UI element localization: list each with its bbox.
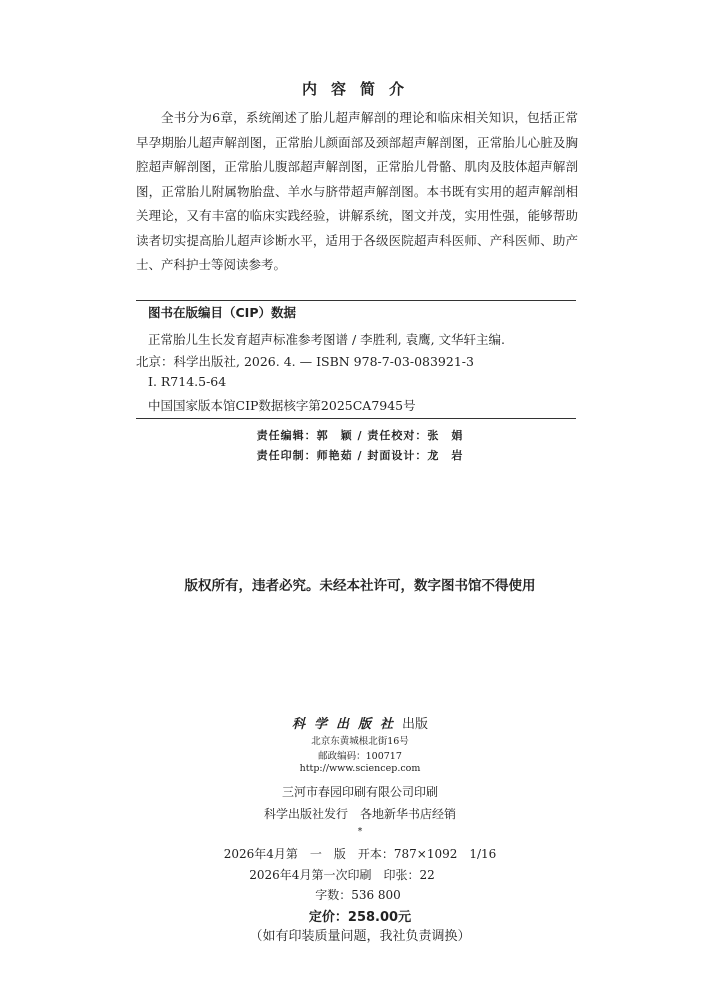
cip-line-1: 正常胎儿生长发育超声标准参考图谱 / 李胜利, 袁鹰, 文华轩主编. — [148, 332, 506, 347]
cip-line-2: 北京：科学出版社, 2026. 4. — ISBN 978-7-03-083921-3 — [136, 354, 474, 369]
cip-bottom-rule — [136, 418, 576, 419]
separator-star: * — [357, 826, 363, 837]
cip-line-4: 中国国家版本馆CIP数据核字第2025CA7945号 — [148, 398, 416, 413]
publisher-suffix: 出版 — [402, 717, 429, 732]
distribution-line: 科学出版社发行 各地新华书店经销 — [263, 807, 456, 821]
wordcount-line: 字数：536 800 — [315, 888, 401, 902]
printing-line: 2026年4月第一次印刷 印张：22 — [249, 868, 435, 882]
intro-title: 内容简介 — [301, 80, 418, 98]
quality-note: （如有印装质量问题，我社负责调换） — [249, 929, 471, 944]
staff-line-1: 责任编辑：郭 颖 / 责任校对：张 娟 — [256, 429, 464, 442]
printer-line: 三河市春园印刷有限公司印刷 — [281, 785, 438, 799]
publisher-address: 北京东黄城根北街16号 — [311, 736, 409, 747]
copyright-notice: 版权所有，违者必究。未经本社许可，数字图书馆不得使用 — [184, 578, 536, 594]
staff-line-2: 责任印制：师艳茹 / 封面设计：龙 岩 — [256, 449, 464, 462]
cip-line-3: Ⅰ. R714.5-64 — [148, 374, 227, 389]
publisher-postcode: 邮政编码：100717 — [318, 751, 402, 762]
intro-body — [136, 106, 578, 278]
cip-top-rule — [136, 300, 576, 301]
publisher-name: 科学出版社 — [291, 717, 402, 732]
publisher-imprint — [0, 713, 720, 732]
intro-paragraph: 全书分为6章，系统阐述了胎儿超声解剖的理论和临床相关知识，包括正常早孕期胎儿超声解剖图，正常胎儿颜面部及颈部超声解剖图，正常胎儿心脏及胸腔超声解剖图，正常胎儿腹部超声解剖图，正常胎儿骨骼、肌肉及肢体超声解剖图，正常胎儿附属物胎盘、羊水与脐带超声解剖图。本书既有实用的超声解剖相关理论，又有丰富的临床实践经验，讲解系统，图文并茂，实用性强，能够帮助读者切实提高胎儿超声诊断水平，适用于各级医院超声科医师、产科医师、助产士、产科护士等阅读参考。 — [136, 110, 578, 272]
edition-line: 2026年4月第 一 版 开本：787×1092 1/16 — [223, 847, 497, 861]
cip-heading: 图书在版编目（CIP）数据 — [148, 305, 296, 320]
publisher-url: http://www.sciencep.com — [299, 763, 421, 774]
price-line: 定价：258.00元 — [308, 910, 412, 925]
